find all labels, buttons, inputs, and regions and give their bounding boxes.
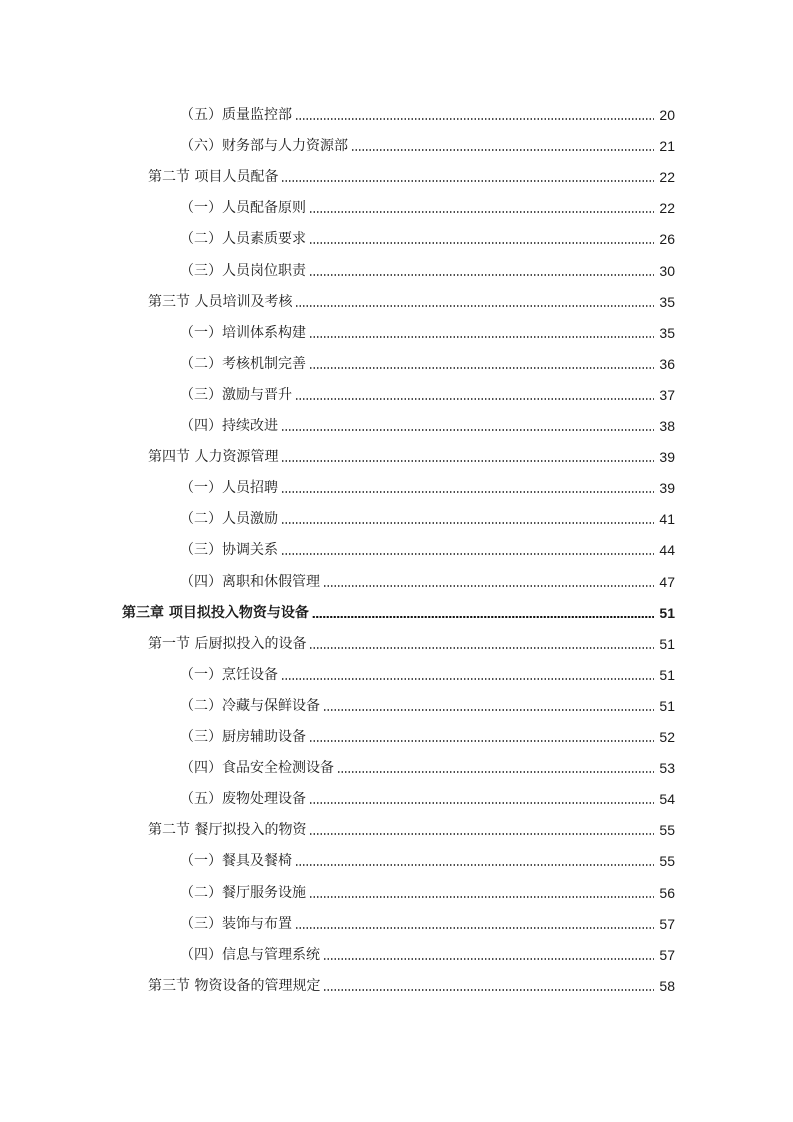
toc-entry-title: 第四节 人力资源管理 [148,449,279,465]
toc-entry-title: （六）财务部与人力资源部 [180,138,348,154]
toc-dot-leader [312,616,654,618]
toc-dot-leader [323,989,654,991]
toc-page-number: 30 [659,263,675,279]
toc-page-number: 57 [659,916,675,932]
toc-page-number: 56 [659,885,675,901]
toc-page-number: 20 [659,107,675,123]
toc-entry-title: （二）冷藏与保鲜设备 [180,698,320,714]
toc-entry-title: （三）厨房辅助设备 [180,729,306,745]
toc-entry-title: （二）人员激励 [180,511,278,527]
toc-page-number: 52 [659,729,675,745]
toc-page-number: 35 [659,294,675,310]
toc-page-number: 47 [659,574,675,590]
toc-chapter-entry[interactable] [122,598,675,622]
toc-entry-title: （一）烹饪设备 [180,667,278,683]
toc-dot-leader [337,771,654,773]
toc-subsection-entry[interactable] [180,131,675,155]
toc-page-number: 58 [659,978,675,994]
toc-entry-title: （二）考核机制完善 [180,356,306,372]
toc-page-number: 39 [659,449,675,465]
toc-subsection-entry[interactable] [180,909,675,933]
toc-entry-title: （四）食品安全检测设备 [180,760,334,776]
toc-entry-title: （四）离职和休假管理 [180,574,320,590]
toc-dot-leader [309,367,654,369]
toc-page-number: 35 [659,325,675,341]
toc-dot-leader [309,802,654,804]
toc-subsection-entry[interactable] [180,349,675,373]
toc-entry-title: （四）信息与管理系统 [180,947,320,963]
toc-subsection-entry[interactable] [180,100,675,124]
toc-page-number: 51 [659,605,675,621]
toc-section-entry[interactable] [148,971,675,995]
toc-subsection-entry[interactable] [180,753,675,777]
toc-dot-leader [323,585,654,587]
toc-page-number: 51 [659,698,675,714]
toc-entry-title: （一）人员招聘 [180,480,278,496]
toc-section-entry[interactable] [148,629,675,653]
toc-subsection-entry[interactable] [180,504,675,528]
toc-page-number: 54 [659,791,675,807]
toc-section-entry[interactable] [148,287,675,311]
toc-dot-leader [309,242,654,244]
toc-page-number: 22 [659,169,675,185]
toc-dot-leader [281,180,654,182]
toc-dot-leader [309,274,654,276]
toc-subsection-entry[interactable] [180,411,675,435]
toc-entry-title: 第三章 项目拟投入物资与设备 [122,605,309,621]
toc-dot-leader [281,522,654,524]
toc-page-number: 21 [659,138,675,154]
toc-entry-title: （一）人员配备原则 [180,200,306,216]
toc-entry-title: （二）人员素质要求 [180,231,306,247]
toc-dot-leader [295,927,654,929]
toc-page-number: 51 [659,667,675,683]
toc-page-number: 53 [659,760,675,776]
toc-section-entry[interactable] [148,442,675,466]
toc-dot-leader [309,896,654,898]
toc-section-entry[interactable] [148,162,675,186]
toc-dot-leader [323,958,654,960]
toc-section-entry[interactable] [148,815,675,839]
toc-subsection-entry[interactable] [180,224,675,248]
toc-entry-title: （四）持续改进 [180,418,278,434]
toc-entry-title: （一）培训体系构建 [180,325,306,341]
toc-entry-title: （三）协调关系 [180,542,278,558]
toc-entry-title: （三）激励与晋升 [180,387,292,403]
toc-subsection-entry[interactable] [180,722,675,746]
toc-subsection-entry[interactable] [180,193,675,217]
toc-page-number: 36 [659,356,675,372]
toc-page-number: 39 [659,480,675,496]
toc-dot-leader [281,553,654,555]
toc-entry-title: （一）餐具及餐椅 [180,853,292,869]
toc-dot-leader [295,864,654,866]
toc-dot-leader [309,336,654,338]
toc-subsection-entry[interactable] [180,256,675,280]
toc-entry-title: （二）餐厅服务设施 [180,885,306,901]
toc-entry-title: 第一节 后厨拟投入的设备 [148,636,307,652]
toc-page-number: 26 [659,231,675,247]
toc-entry-title: （五）废物处理设备 [180,791,306,807]
toc-subsection-entry[interactable] [180,691,675,715]
toc-subsection-entry[interactable] [180,380,675,404]
toc-subsection-entry[interactable] [180,660,675,684]
toc-page-number: 51 [659,636,675,652]
toc-page-number: 22 [659,200,675,216]
toc-dot-leader [295,118,654,120]
toc-page-number: 44 [659,542,675,558]
toc-subsection-entry[interactable] [180,318,675,342]
toc-subsection-entry[interactable] [180,940,675,964]
toc-page-number: 55 [659,853,675,869]
toc-dot-leader [323,709,654,711]
toc-dot-leader [281,491,654,493]
toc-page-number: 57 [659,947,675,963]
toc-dot-leader [309,740,654,742]
toc-entry-title: （三）人员岗位职责 [180,263,306,279]
toc-dot-leader [295,305,654,307]
toc-entry-title: （三）装饰与布置 [180,916,292,932]
toc-subsection-entry[interactable] [180,567,675,591]
toc-dot-leader [281,678,654,680]
toc-dot-leader [281,429,654,431]
toc-entry-title: 第二节 项目人员配备 [148,169,279,185]
toc-dot-leader [351,149,654,151]
toc-subsection-entry[interactable] [180,473,675,497]
toc-page-number: 37 [659,387,675,403]
toc-subsection-entry[interactable] [180,846,675,870]
toc-page-number: 38 [659,418,675,434]
toc-subsection-entry[interactable] [180,784,675,808]
toc-entry-title: 第三节 物资设备的管理规定 [148,978,321,994]
toc-entry-title: 第二节 餐厅拟投入的物资 [148,822,307,838]
toc-dot-leader [295,398,654,400]
toc-dot-leader [281,460,654,462]
toc-dot-leader [309,211,654,213]
toc-dot-leader [309,833,654,835]
toc-subsection-entry[interactable] [180,535,675,559]
toc-entry-title: 第三节 人员培训及考核 [148,294,293,310]
toc-entry-title: （五）质量监控部 [180,107,292,123]
toc-subsection-entry[interactable] [180,878,675,902]
toc-page-number: 41 [659,511,675,527]
toc-page-number: 55 [659,822,675,838]
toc-dot-leader [309,647,654,649]
